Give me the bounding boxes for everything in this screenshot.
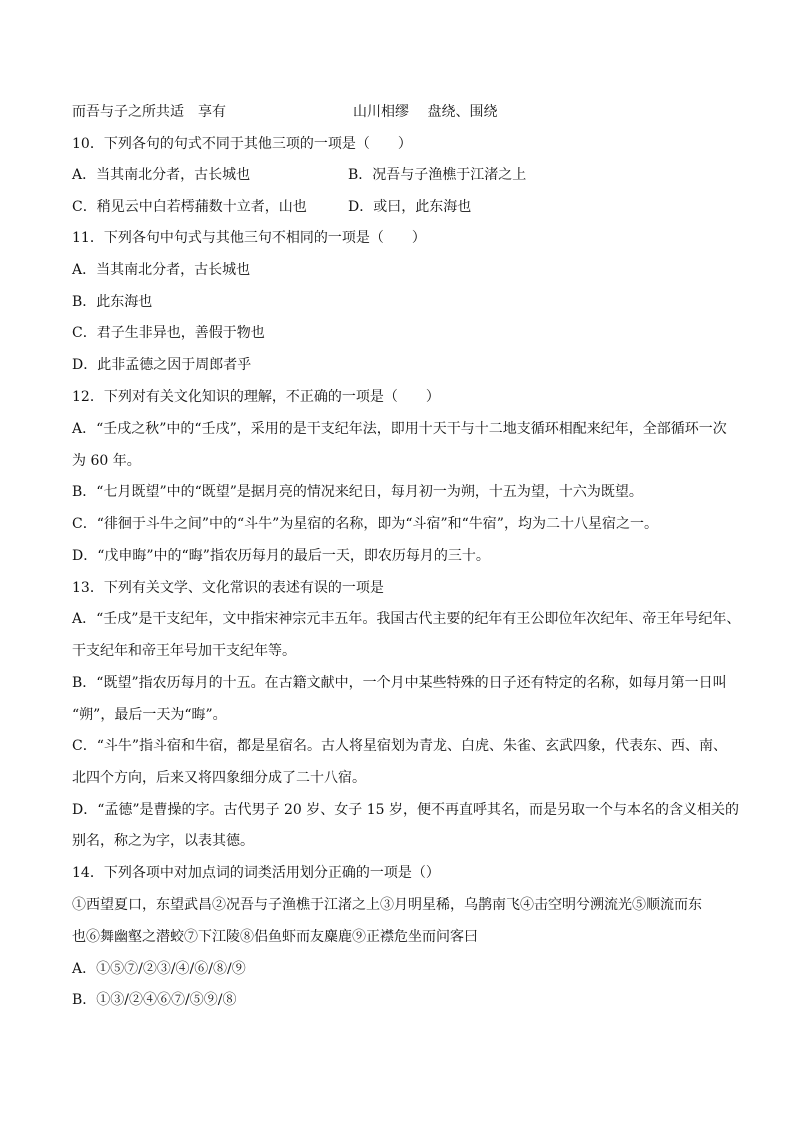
- vocab-left: 而吾与子之所共适 享有: [72, 104, 226, 120]
- q10-option-c: C．稍见云中白若樗蒱数十立者，山也: [72, 199, 307, 215]
- q13-option-a-line-2: 干支纪年和帝王年号加干支纪年等。: [72, 643, 296, 659]
- q11-option-b: B．此东海也: [72, 294, 153, 310]
- q14-option-a: A．①⑤⑦/②③/④/⑥/⑧/⑨: [72, 961, 246, 977]
- q12-stem: 12．下列对有关文化知识的理解，不正确的一项是（ ）: [72, 389, 440, 405]
- q11-option-a: A．当其南北分者，古长城也: [72, 262, 251, 278]
- q12-option-c: C．“徘徊于斗牛之间”中的“斗牛”为星宿的名称，即为“斗宿”和“牛宿”，均为二十八星宿之一。: [72, 516, 658, 532]
- q13-option-a-line-1: A．“壬戌”是干支纪年，文中指宋神宗元丰五年。我国古代主要的纪年有王公即位年次纪年、帝王年号纪年、: [72, 611, 741, 627]
- q14-items-line-2: 也⑥舞幽壑之潜蛟⑦下江陵⑧侣鱼虾而友麋鹿⑨正襟危坐而问客曰: [72, 929, 478, 945]
- q13-option-c-line-1: C．“斗牛”指斗宿和牛宿，都是星宿名。古人将星宿划为青龙、白虎、朱雀、玄武四象，代表东、西、南、: [72, 738, 728, 754]
- q12-option-b: B．“七月既望”中的“既望”是据月亮的情况来纪日，每月初一为朔，十五为望，十六为既望。: [72, 484, 643, 500]
- q10-stem: 10．下列各句的句式不同于其他三项的一项是（ ）: [72, 136, 412, 152]
- q11-option-c: C．君子生非异也，善假于物也: [72, 325, 265, 341]
- q11-stem: 11．下列各句中句式与其他三句不相同的一项是（ ）: [72, 230, 426, 246]
- q12-option-a-line-1: A．“壬戌之秋”中的“壬戌”，采用的是干支纪年法，即用十天干与十二地支循环相配来纪年，全部循环一次: [72, 421, 727, 437]
- q10-option-a: A．当其南北分者，古长城也: [72, 167, 251, 183]
- vocab-right: 山川相缪 盘绕、围绕: [353, 104, 498, 120]
- q13-option-d-line-2: 别名，称之为字，以表其德。: [72, 833, 254, 849]
- q13-option-b-line-1: B．“既望”指农历每月的十五。在古籍文献中，一个月中某些特殊的日子还有特定的名称，如每月第一日叫: [72, 675, 727, 691]
- q13-stem: 13．下列有关文学、文化常识的表述有误的一项是: [72, 580, 384, 596]
- q14-stem: 14．下列各项中对加点词的词类活用划分正确的一项是（）: [72, 865, 440, 881]
- q11-option-d: D．此非孟德之因于周郎者乎: [72, 357, 252, 373]
- q14-items-line-1: ①西望夏口，东望武昌②况吾与子渔樵于江渚之上③月明星稀，乌鹊南飞④击空明兮溯流光⑤顺流而东: [72, 897, 702, 913]
- q10-option-b: B．况吾与子渔樵于江渚之上: [348, 167, 527, 183]
- q13-option-d-line-1: D．“孟德”是曹操的字。古代男子 20 岁、女子 15 岁，便不再直呼其名，而是另取一个与本名的含义相关的: [72, 802, 739, 818]
- q13-option-c-line-2: 北四个方向，后来又将四象细分成了二十八宿。: [72, 770, 366, 786]
- q12-option-d: D．“戊申晦”中的“晦”指农历每月的最后一天，即农历每月的三十。: [72, 548, 490, 564]
- q13-option-b-line-2: “朔”，最后一天为“晦”。: [72, 707, 227, 723]
- q12-option-a-line-2: 为 60 年。: [72, 453, 141, 469]
- q10-option-d: D．或曰，此东海也: [348, 199, 472, 215]
- q14-option-b: B．①③/②④⑥⑦/⑤⑨/⑧: [72, 992, 237, 1008]
